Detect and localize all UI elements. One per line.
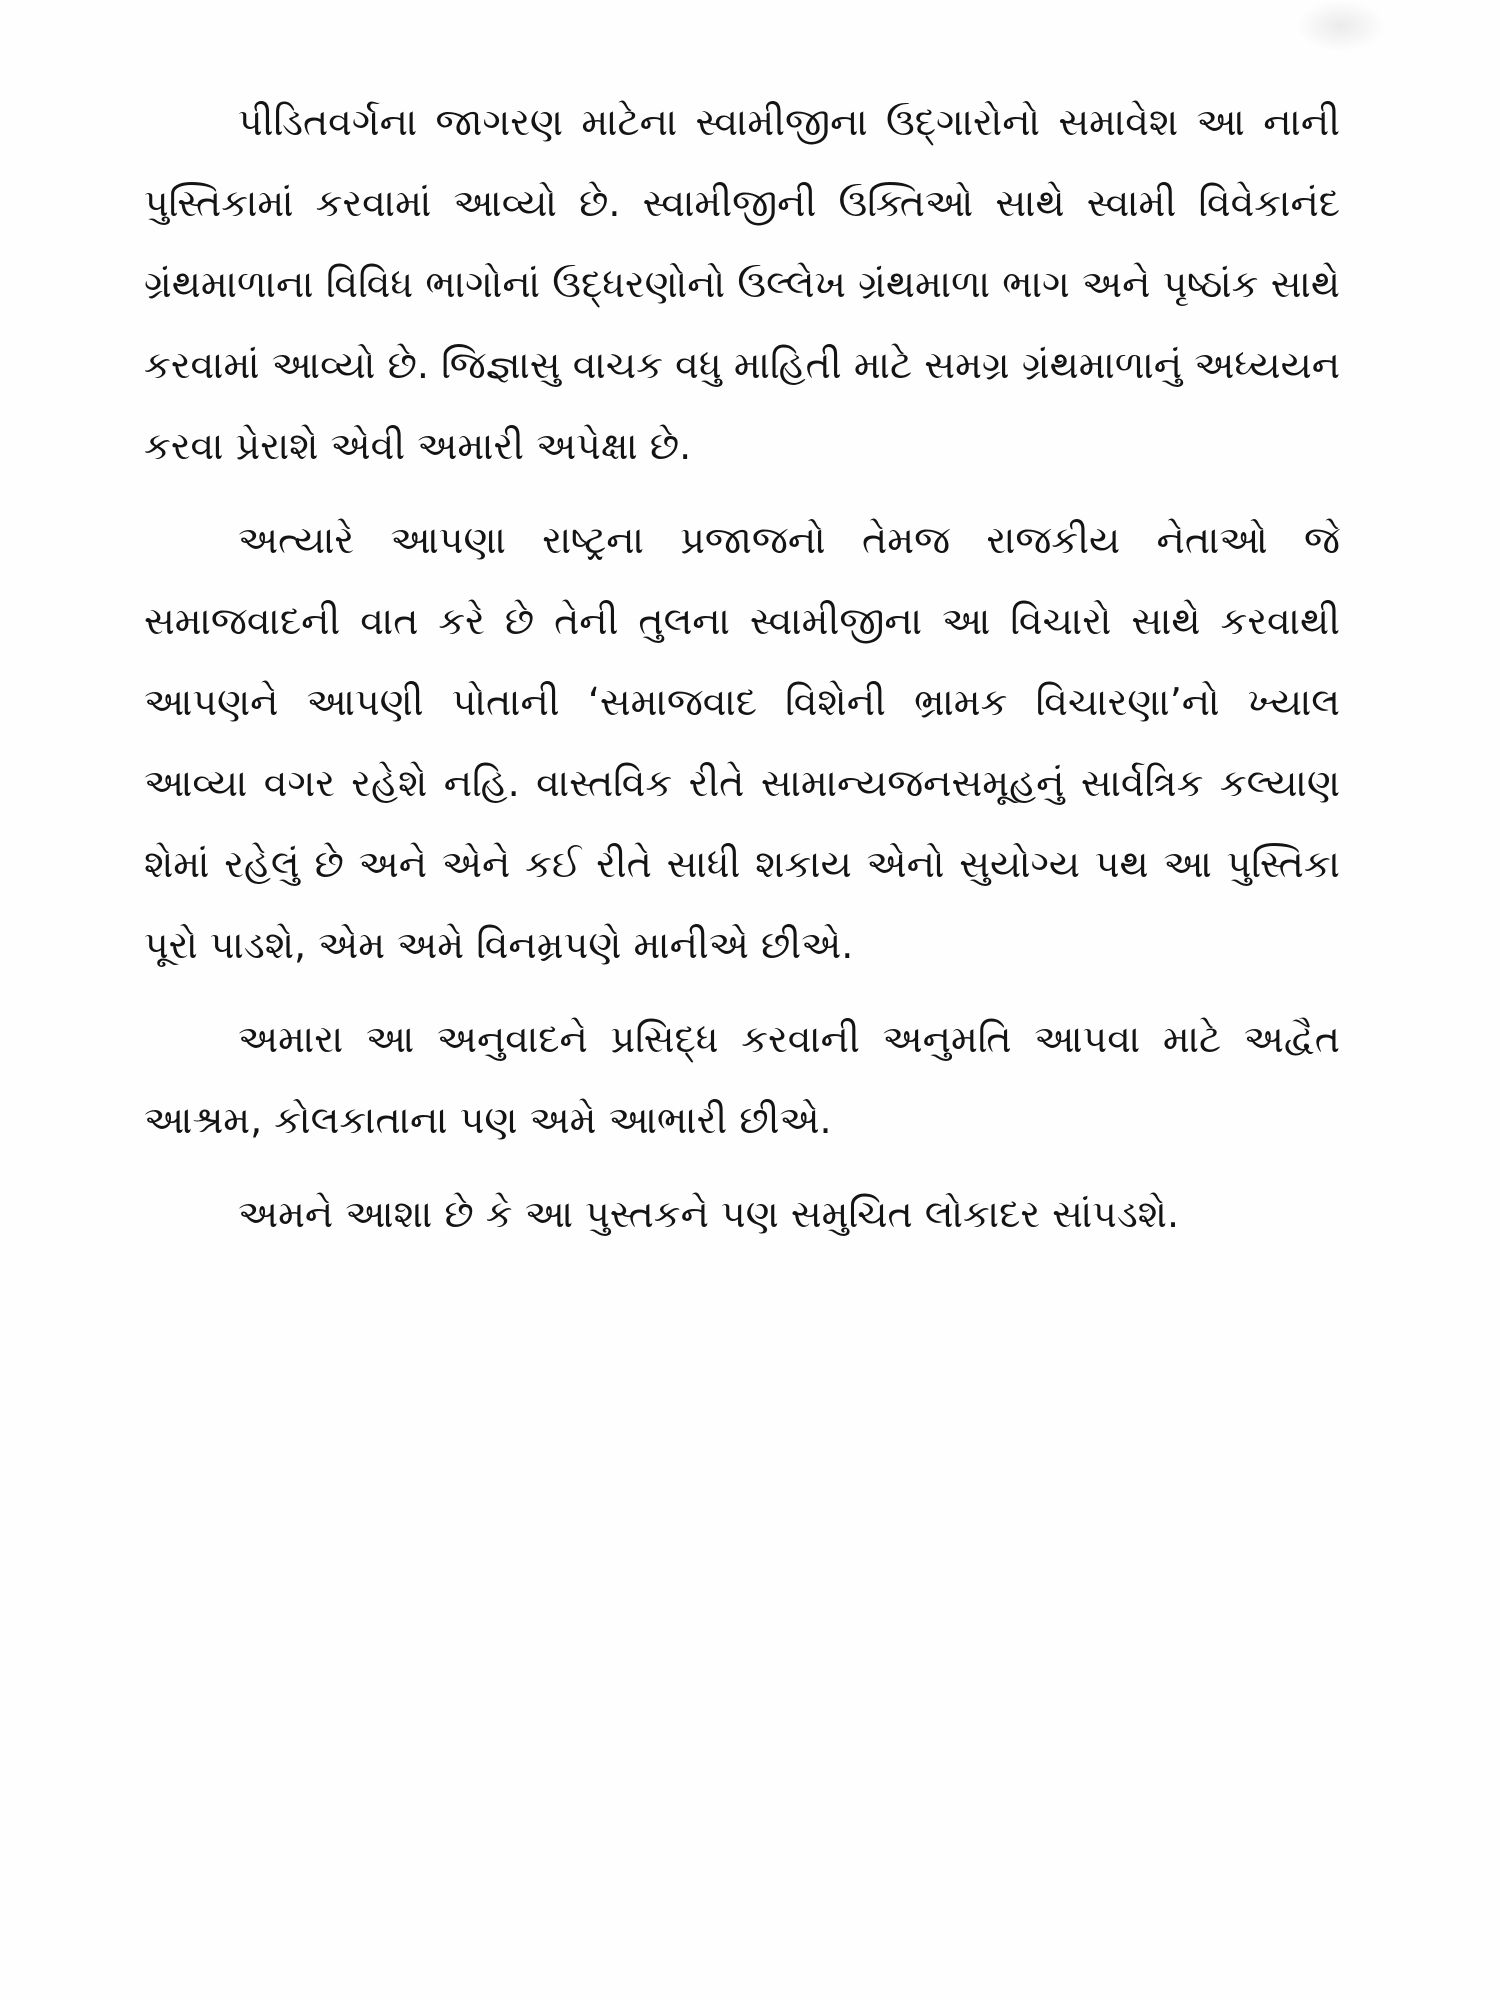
scan-smudge (1296, 0, 1386, 52)
body-text (144, 82, 1340, 1255)
paragraph-4: અમને આશા છે કે આ પુસ્તકને પણ સમુચિત લોકાદર સાંપડશે. (238, 1192, 1180, 1236)
paragraph-2: અત્યારે આપણા રાષ્ટ્રના પ્રજાજનો તેમજ રાજકીય નેતાઓ જે સમાજવાદની વાત કરે છે તેની તુલના સ્વામીજીના આ વિચારો સાથે કરવાથી આપણને આપણી પોતાની ‘સમાજવાદ વિશેની ભ્રામક વિચારણા’નો ખ્યાલ આવ્યા વગર રહેશે નહિ. વાસ્તવિક રીતે સામાન્યજનસમૂહનું સાર્વત્રિક કલ્યાણ શેમાં રહેલું છે અને એને કઈ રીતે સાધી શકાય એનો સુયોગ્ય પથ આ પુસ્તિકા પૂરો પાડશે, એમ અમે વિનમ્રપણે માનીએ છીએ. (144, 518, 1340, 967)
paragraph-1: પીડિતવર્ગના જાગરણ માટેના સ્વામીજીના ઉદ્ગારોનો સમાવેશ આ નાની પુસ્તિકામાં કરવામાં આવ્યો છે. સ્વામીજીની ઉક્તિઓ સાથે સ્વામી વિવેકાનંદ ગ્રંથમાળાના વિવિધ ભાગોનાં ઉદ્ધરણોનો ઉલ્લેખ ગ્રંથમાળા ભાગ અને પૃષ્ઠાંક સાથે કરવામાં આવ્યો છે. જિજ્ઞાસુ વાચક વધુ માહિતી માટે સમગ્ર ગ્રંથમાળાનું અધ્યયન કરવા પ્રેરાશે એવી અમારી અપેક્ષા છે. (144, 100, 1340, 468)
paragraph-3: અમારા આ અનુવાદને પ્રસિદ્ધ કરવાની અનુમતિ આપવા માટે અદ્વૈત આશ્રમ, કોલકાતાના પણ અમે આભારી છીએ. (144, 1017, 1340, 1142)
